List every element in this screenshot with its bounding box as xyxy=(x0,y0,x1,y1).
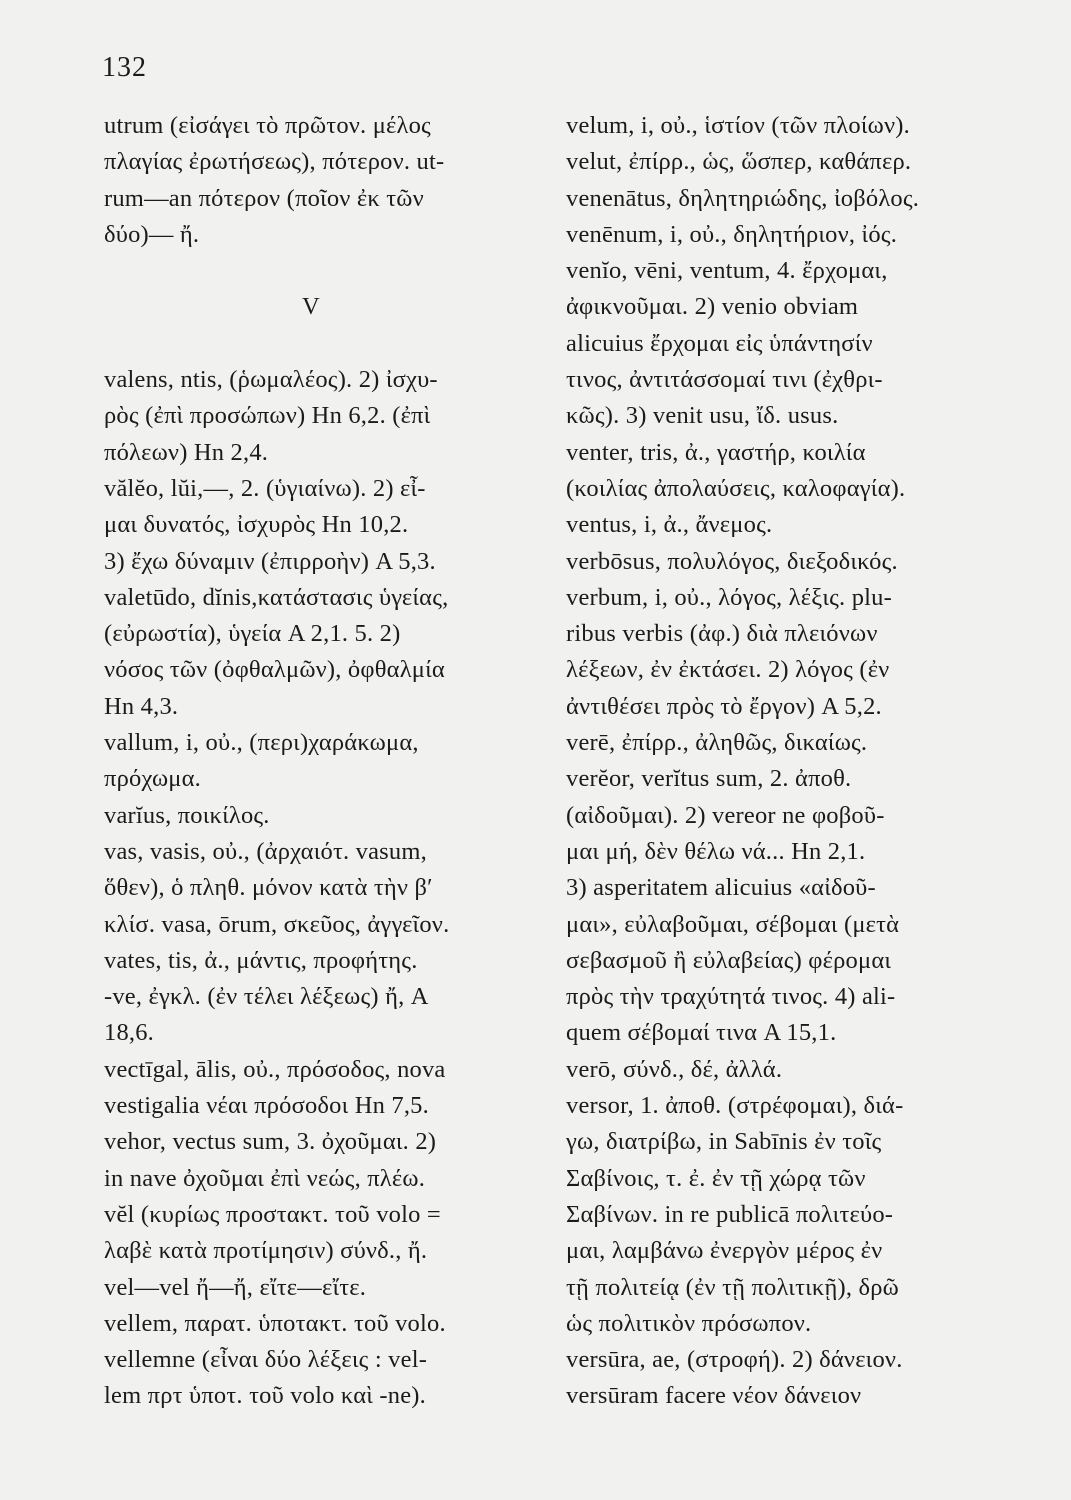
entry-line: γω, διατρίβω, in Sabīnis ἐν τοῖς xyxy=(566,1128,882,1156)
entry-line: πρόχωμα. xyxy=(104,765,202,793)
entry-line: Σαβίνοις, τ. ἐ. ἐν τῇ χώρᾳ τῶν xyxy=(566,1164,866,1192)
entry-line: vas, vasis, οὐ., (ἀρχαιότ. vasum, xyxy=(104,837,427,865)
entry-line: venĭo, vēni, ventum, 4. ἔρχομαι, xyxy=(566,257,888,285)
page-number: 132 xyxy=(102,52,147,83)
entry-line: vectīgal, ālis, οὐ., πρόσοδος, nova xyxy=(104,1055,446,1083)
entry-line: μαι δυνατός, ἰσχυρὸς Hn 10,2. xyxy=(104,511,409,539)
entry-line: -ve, ἐγκλ. (ἐν τέλει λέξεως) ἤ, A xyxy=(104,983,429,1011)
entry-line: πλαγίας ἐρωτήσεως), πότερον. ut- xyxy=(104,148,445,176)
entry-line: versor, 1. ἀποθ. (στρέφομαι), διά- xyxy=(566,1092,904,1120)
entry-line: utrum (εἰσάγει τὸ πρῶτον. μέλος xyxy=(104,112,431,139)
entry-line: ἀφικνοῦμαι. 2) venio obviam xyxy=(566,293,859,321)
entry-line: ὡς πολιτικὸν πρόσωπον. xyxy=(566,1309,812,1337)
entry-line: vellemne (εἶναι δύο λέξεις : vel- xyxy=(104,1346,428,1374)
entry-line: vates, tis, ἀ., μάντις, προφήτης. xyxy=(104,946,418,974)
entry-line: λέξεων, ἐν ἐκτάσει. 2) λόγος (ἐν xyxy=(566,656,890,684)
entry-line: ρὸς (ἐπὶ προσώπων) Hn 6,2. (ἐπὶ xyxy=(104,402,431,430)
entry-line: πόλεων) Hn 2,4. xyxy=(104,438,269,466)
section-heading: V xyxy=(302,293,320,321)
entry-line: κλίσ. vasa, ōrum, σκεῦος, ἀγγεῖον. xyxy=(104,910,450,938)
entry-line: 18,6. xyxy=(104,1019,154,1047)
entry-line: πρὸς τὴν τραχύτητά τινος. 4) ali- xyxy=(566,983,896,1011)
entry-line: νόσος τῶν (ὀφθαλμῶν), ὀφθαλμία xyxy=(104,656,445,684)
entry-line: ἀντιθέσει πρὸς τὸ ἔργον) A 5,2. xyxy=(566,692,882,720)
left-column xyxy=(104,108,544,1415)
entry-line: vel—vel ἤ—ἤ, εἴτε—εἴτε. xyxy=(104,1273,367,1301)
entry-line: μαι», εὐλαβοῦμαι, σέβομαι (μετὰ xyxy=(566,910,900,938)
entry-line: in nave ὀχοῦμαι ἐπὶ νεώς, πλέω. xyxy=(104,1164,426,1192)
entry-line: versūram facere νέον δάνειον xyxy=(566,1382,862,1410)
entry-line xyxy=(104,253,544,289)
entry-line: rum—an πότερον (ποῖον ἐκ τῶν xyxy=(104,184,424,212)
entry-line: λαβὲ κατὰ προτίμησιν) σύνδ., ἤ. xyxy=(104,1237,428,1265)
entry-line: ὅθεν), ὁ πληθ. μόνον κατὰ τὴν β′ xyxy=(104,874,433,902)
entry-line: velum, i, οὐ., ἱστίον (τῶν πλοίων). xyxy=(566,112,910,139)
entry-line: σεβασμοῦ ἢ εὐλαβείας) φέρομαι xyxy=(566,946,892,974)
entry-line: vallum, i, οὐ., (περι)χαράκωμα, xyxy=(104,729,419,757)
entry-line: lem πρτ ὑποτ. τοῦ volo καὶ -ne). xyxy=(104,1382,426,1410)
entry-line: μαι μή, δὲν θέλω νά... Hn 2,1. xyxy=(566,837,866,865)
entry-line: venēnum, i, οὐ., δηλητήριον, ἰός. xyxy=(566,220,898,248)
entry-line: versūra, ae, (στροφή). 2) δάνειον. xyxy=(566,1346,903,1374)
entry-line: ribus verbis (ἀφ.) διὰ πλειόνων xyxy=(566,620,878,648)
entry-line: Σαβίνων. in re publicā πολιτεύο- xyxy=(566,1200,894,1228)
entry-line: δύο)— ἤ. xyxy=(104,220,200,248)
entry-line: vestigalia νέαι πρόσοδοι Hn 7,5. xyxy=(104,1092,429,1120)
entry-line: alicuius ἔρχομαι εἰς ὑπάντησίν xyxy=(566,329,873,357)
entry-line: μαι, λαμβάνω ἐνεργὸν μέρος ἐν xyxy=(566,1237,883,1265)
entry-line: Hn 4,3. xyxy=(104,692,179,720)
entry-line: (εὐρωστία), ὑγεία A 2,1. 5. 2) xyxy=(104,620,401,648)
entry-line: vălĕo, lŭi,—, 2. (ὑγιαίνω). 2) εἶ- xyxy=(104,474,426,502)
entry-line: quem σέβομαί τινα A 15,1. xyxy=(566,1019,837,1047)
entry-line xyxy=(104,326,544,362)
right-column xyxy=(566,108,1036,1415)
entry-line: varĭus, ποικίλος. xyxy=(104,801,270,829)
entry-line: verbōsus, πολυλόγος, διεξοδικός. xyxy=(566,547,898,575)
entry-line: verō, σύνδ., δέ, ἀλλά. xyxy=(566,1055,783,1083)
entry-line: velut, ἐπίρρ., ὡς, ὥσπερ, καθάπερ. xyxy=(566,148,912,176)
entry-line: verĕor, verĭtus sum, 2. ἀποθ. xyxy=(566,765,852,793)
entry-line: 3) asperitatem alicuius «αἰδοῦ- xyxy=(566,874,876,902)
entry-line: verē, ἐπίρρ., ἀληθῶς, δικαίως. xyxy=(566,729,868,757)
entry-line: τινος, ἀντιτάσσομαί τινι (ἐχθρι- xyxy=(566,366,883,394)
entry-line: valetūdo, dĭnis,κατάστασις ὑγείας, xyxy=(104,583,449,611)
entry-line: κῶς). 3) venit usu, ἴδ. usus. xyxy=(566,402,839,430)
entry-line: (αἰδοῦμαι). 2) vereor ne φοβοῦ- xyxy=(566,801,885,829)
entry-line: vĕl (κυρίως προστακτ. τοῦ volo = xyxy=(104,1200,441,1228)
entry-line: venenātus, δηλητηριώδης, ἰοβόλος. xyxy=(566,184,920,212)
entry-line: verbum, i, οὐ., λόγος, λέξις. plu- xyxy=(566,583,892,611)
entry-line: venter, tris, ἀ., γαστήρ, κοιλία xyxy=(566,438,866,466)
entry-line: 3) ἔχω δύναμιν (ἐπιρροὴν) A 5,3. xyxy=(104,547,436,575)
entry-line: vellem, παρατ. ὑποτακτ. τοῦ volo. xyxy=(104,1309,446,1337)
entry-line: (κοιλίας ἀπολαύσεις, καλοφαγία). xyxy=(566,474,906,502)
entry-line: valens, ntis, (ῥωμαλέος). 2) ἰσχυ- xyxy=(104,366,438,394)
entry-line: vehor, vectus sum, 3. ὀχοῦμαι. 2) xyxy=(104,1128,437,1156)
entry-line: τῇ πολιτείᾳ (ἐν τῇ πολιτικῇ), δρῶ xyxy=(566,1273,899,1301)
entry-line: ventus, i, ἀ., ἄνεμος. xyxy=(566,511,773,539)
